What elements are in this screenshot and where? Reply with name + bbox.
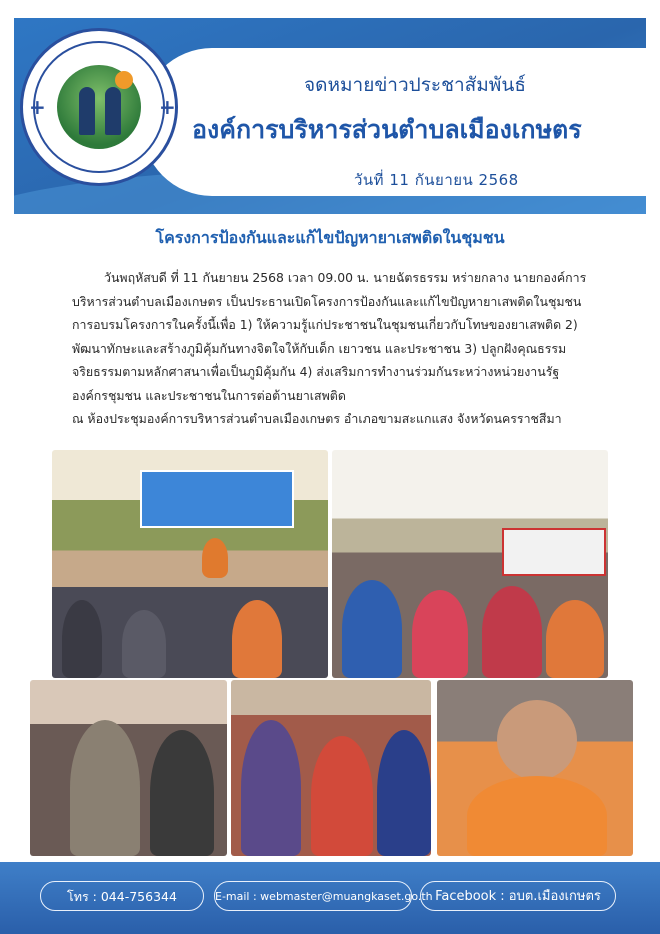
newsletter-subtitle: จดหมายข่าวประชาสัมพันธ์ — [304, 74, 526, 96]
article-line: พัฒนาทักษะและสร้างภูมิคุ้มกันทางจิตใจให้กับเด็ก เยาวชน และประชาชน 3) ปลูกฝังคุณธรรม — [72, 340, 567, 356]
participant-figure — [342, 580, 402, 678]
seal-sun-icon — [115, 71, 133, 89]
article-line: บริหารส่วนตำบลเมืองเกษตร เป็นประธานเปิดโครงการป้องกันและแก้ไขปัญหายาเสพติดในชุมชน — [72, 293, 582, 309]
article-line: จริยธรรมตามหลักศาสนาเพื่อเป็นภูมิคุ้มกัน 4) ส่งเสริมการทำงานร่วมกันระหว่างหน่วยงานรัฐ — [72, 364, 560, 379]
article-body — [72, 266, 612, 431]
article-line: วันพฤหัสบดี ที่ 11 กันยายน 2568 เวลา 09.00 น. นายฉัตรธรรม หร่ายกลาง นายกองค์การ — [104, 270, 587, 285]
photo-training-hall — [332, 450, 608, 678]
seal-figure-left — [79, 87, 95, 135]
participant-figure — [546, 600, 604, 678]
organization-seal-logo — [20, 28, 178, 186]
audience-figure — [122, 610, 166, 678]
project-title: โครงการป้องกันและแก้ไขปัญหายาเสพติดในชุมชน — [155, 228, 505, 247]
presenter-figure — [202, 538, 228, 578]
audience-figure — [232, 600, 282, 678]
participant-orange-shirt — [467, 776, 607, 856]
anti-drug-banner — [502, 528, 606, 576]
photo-participants-center — [231, 680, 431, 856]
participant-face — [497, 700, 577, 780]
article-line: ณ ห้องประชุมองค์การบริหารส่วนตำบลเมืองเกษตร อำเภอขามสะแกแสง จังหวัดนครราชสีมา — [72, 411, 562, 426]
contact-footer — [0, 862, 660, 934]
seal-cross-right-icon: + — [159, 95, 176, 119]
facebook-contact[interactable]: Facebook : อบต.เมืองเกษตร — [420, 881, 616, 911]
phone-contact: โทร : 044-756344 — [40, 881, 204, 911]
seal-cross-left-icon: + — [29, 95, 46, 119]
issue-date: วันที่ 11 กันยายน 2568 — [354, 171, 519, 189]
stage-banner — [140, 470, 294, 528]
photo-opening-ceremony-stage — [52, 450, 328, 678]
audience-figure — [62, 600, 102, 678]
newsletter-header — [14, 18, 646, 214]
participant-figure — [377, 730, 431, 856]
article-line: องค์กรชุมชน และประชาชนในการต่อต้านยาเสพติด — [72, 387, 346, 403]
participant-figure — [150, 730, 214, 856]
participant-figure — [70, 720, 140, 856]
photo-participant-closeup — [437, 680, 633, 856]
participant-figure — [311, 736, 373, 856]
article-line: การอบรมโครงการในครั้งนี้เพื่อ 1) ให้ความรู้แก่ประชาชนในชุมชนเกี่ยวกับโทษของยาเสพติด 2) — [72, 317, 578, 332]
seal-figure-right — [105, 87, 121, 135]
photo-participants-left — [30, 680, 227, 856]
email-contact[interactable]: E-mail : webmaster@muangkaset.go.th — [214, 881, 412, 911]
participant-figure — [241, 720, 301, 856]
organization-name: องค์การบริหารส่วนตำบลเมืองเกษตร — [192, 115, 582, 144]
participant-figure — [412, 590, 468, 678]
participant-figure — [482, 586, 542, 678]
